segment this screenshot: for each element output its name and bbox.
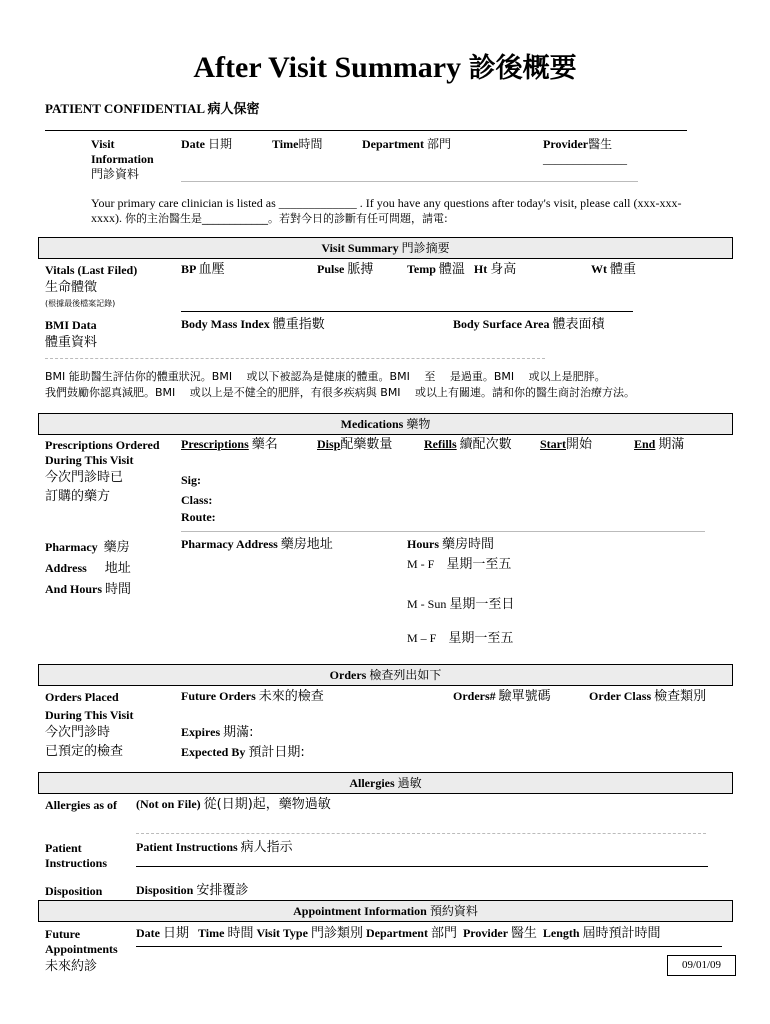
order-class-en: Order Class: [589, 689, 652, 703]
visit-department-cjk: 部門: [426, 137, 451, 151]
vitals-note: (根據最後檔案記錄): [45, 299, 116, 308]
title-cjk: 診後概要: [468, 53, 577, 84]
section-appointment: [38, 900, 733, 922]
pharmacy-address-en: Pharmacy Address: [181, 537, 278, 551]
temp-cjk: 體溫: [438, 262, 465, 277]
pharmacy-cjk: 藥房: [103, 540, 130, 555]
hours-en: Hours: [407, 537, 440, 551]
divider: [181, 311, 633, 312]
visit-provider: [543, 137, 627, 167]
ordered-2: During This Visit: [45, 453, 134, 467]
hours-row: [407, 631, 513, 646]
future-appointments-label: [45, 927, 118, 976]
col-refills: [424, 437, 512, 452]
vitals-label: [45, 263, 137, 311]
clinician-line-2: [91, 211, 721, 226]
placed-2: During This Visit: [45, 708, 134, 722]
address-en: Address: [45, 561, 87, 575]
divider: [136, 946, 722, 947]
col-prescriptions: [181, 437, 278, 452]
visit-department-en: Department: [362, 137, 424, 151]
vital-pulse: [317, 262, 373, 277]
appt-date-cjk: 日期: [163, 926, 190, 941]
col-disp: [317, 437, 392, 452]
start-cjk: 開始: [566, 437, 593, 452]
future-orders-cjk: 未來的檢查: [258, 689, 324, 704]
divider: [181, 531, 705, 532]
allergies-header: Allergies: [349, 776, 395, 790]
section-medications: [38, 413, 733, 435]
visit-info-label: [91, 137, 154, 182]
expected-en: Expected By: [181, 745, 246, 759]
pulse-en: Pulse: [317, 262, 345, 276]
placed-cjk-1: 今次門診時: [45, 725, 111, 740]
disp-cjk: 配藥數量: [340, 437, 393, 452]
not-on-file-en: (Not on File): [136, 797, 201, 811]
prescriptions-en: Prescriptions: [181, 437, 249, 451]
and-hours-en: And Hours: [45, 582, 103, 596]
and-hours-cjk: 時間: [105, 582, 132, 597]
hours-row: [407, 557, 511, 572]
divider: [45, 130, 687, 131]
bmi-data-cjk: 體重資料: [45, 335, 98, 350]
appt-visit-type-en: Visit Type: [256, 926, 308, 940]
wt-cjk: 體重: [610, 262, 637, 277]
order-class: [589, 689, 706, 704]
disp-en: Disp: [317, 437, 341, 451]
visit-label-1: Visit: [91, 137, 115, 151]
patient-instructions-label: [45, 841, 107, 871]
expires-en: Expires: [181, 725, 221, 739]
section-orders: [38, 664, 733, 686]
placed-1: Orders Placed: [45, 690, 119, 704]
class-label: Class:: [181, 493, 213, 507]
expires: [181, 725, 254, 740]
bsa-cjk: 體表面積: [552, 317, 605, 332]
end-cjk: 期滿: [658, 437, 685, 452]
patient-instructions: [136, 840, 293, 855]
visit-date: [181, 137, 232, 152]
disposition-en: Disposition: [136, 883, 194, 897]
ht-cjk: 身高: [490, 262, 517, 277]
divider: [136, 833, 706, 834]
address-cjk: 地址: [104, 561, 131, 576]
col-end: [634, 437, 684, 452]
pharmacy-row: [45, 537, 131, 558]
instructions-en: Patient Instructions: [136, 840, 238, 854]
prescriptions-ordered-label: [45, 438, 160, 506]
bmi-index: [181, 317, 325, 332]
confidential-cjk: 病人保密: [207, 102, 260, 117]
start-en: Start: [540, 437, 566, 451]
footer-date-box: [667, 955, 736, 976]
pulse-cjk: 脈搏: [347, 262, 374, 277]
bp-cjk: 血壓: [198, 262, 225, 277]
disposition: [136, 883, 248, 898]
bmi-text-1: BMI 能助醫生評估你的體重狀況。BMI 或以下被認為是健康的體重。BMI 至 是過重。BMI 或以上是肥胖。: [45, 370, 606, 383]
hours-day-cjk: 星期一至五: [448, 631, 514, 646]
pharmacy-en: Pharmacy: [45, 540, 98, 554]
bp-en: BP: [181, 262, 196, 276]
clinician-cjk: 你的主治醫生是____________。若對今日的診斷有任可問題，請電:: [125, 212, 448, 225]
appt-department-en: Department: [365, 926, 428, 940]
temp-en: Temp: [407, 262, 436, 276]
route-label: Route:: [181, 510, 216, 524]
pharmacy-hours: [407, 537, 494, 552]
vital-wt: [591, 262, 636, 277]
orders-header-cjk: 檢查列出如下: [369, 668, 442, 682]
visit-label-2: Information: [91, 152, 154, 166]
hours-day-cjk: 星期一至五: [446, 557, 512, 572]
and-hours-row: [45, 579, 131, 600]
footer-date: 09/01/09: [681, 959, 722, 971]
bmi-data-en: BMI Data: [45, 318, 97, 332]
order-class-cjk: 檢查類別: [654, 689, 707, 704]
appointment-columns: [136, 926, 661, 941]
expected-by: [181, 745, 305, 760]
clinician-en-2: xxxx).: [91, 211, 122, 225]
orders-placed-label: [45, 690, 133, 761]
appt-time-cjk: 時間: [227, 926, 254, 941]
allergies-header-cjk: 過敏: [397, 776, 422, 790]
disposition-cjk: 安排覆診: [196, 883, 249, 898]
future-2: Appointments: [45, 942, 118, 956]
visit-date-en: Date: [181, 137, 205, 151]
ht-en: Ht: [473, 262, 488, 276]
pharmacy-label: [45, 537, 131, 600]
visit-summary-header: Visit Summary: [321, 241, 399, 255]
order-number-en: Orders#: [453, 689, 496, 703]
bmi-text-2: 我們鼓勵你認真減肥。BMI 或以上是不健全的肥胖，有很多疾病與 BMI 或以上有關連。請和你的醫生商討治療方法。: [45, 386, 636, 399]
expected-cjk: 預計日期:: [248, 745, 305, 760]
visit-department: [362, 137, 451, 152]
visit-time: [272, 137, 322, 152]
confidential-en: PATIENT CONFIDENTIAL: [45, 101, 205, 116]
clinician-text: [91, 196, 721, 226]
hours-cjk: 藥房時間: [442, 537, 495, 552]
future-orders: [181, 689, 324, 704]
medications-header-cjk: 藥物: [406, 417, 431, 431]
appointment-header-cjk: 預約資料: [429, 904, 478, 918]
instructions-cjk: 病人指示: [240, 840, 293, 855]
pharmacy-address-cjk: 藥房地址: [280, 537, 333, 552]
bmi-index-en: Body Mass Index: [181, 317, 270, 331]
not-on-file: [136, 797, 331, 812]
appt-visit-type-cjk: 門診類別: [310, 926, 363, 941]
page-title: [0, 50, 770, 87]
order-number: [453, 689, 551, 704]
visit-label-cjk: 門診資料: [91, 167, 140, 181]
section-visit-summary: [38, 237, 733, 259]
hours-row: [407, 597, 514, 612]
future-1: Future: [45, 927, 81, 941]
refills-en: Refills: [424, 437, 457, 451]
sig-label: Sig:: [181, 473, 202, 487]
ordered-cjk-1: 今次門診時已: [45, 470, 124, 485]
appt-date-en: Date: [136, 926, 160, 940]
visit-time-cjk: 時間: [298, 137, 323, 151]
appointment-header: Appointment Information: [293, 904, 427, 918]
title-en: After Visit Summary: [193, 51, 462, 84]
allergies-as-of: Allergies as of: [45, 798, 117, 812]
hours-day: M - Sun: [407, 597, 447, 611]
appt-length-cjk: 屆時預計時間: [582, 926, 661, 941]
disposition-label: Disposition: [45, 884, 103, 898]
visit-time-en: Time: [272, 137, 299, 151]
prescriptions-cjk: 藥名: [251, 437, 278, 452]
hours-day-cjk: 星期一至日: [449, 597, 515, 612]
order-number-cjk: 驗單號碼: [498, 689, 551, 704]
section-allergies: [38, 772, 733, 794]
patient-2: Instructions: [45, 856, 108, 870]
future-cjk: 未來約診: [45, 959, 98, 974]
address-row: [45, 558, 131, 579]
clinician-en-1: Your primary care clinician is listed as _____________ . If you have any questions after today's visit, please call (xxx-xxx-: [91, 196, 682, 210]
appt-length-en: Length: [542, 926, 580, 940]
appt-department-cjk: 部門: [430, 926, 457, 941]
ordered-cjk-2: 訂購的藥方: [45, 489, 111, 504]
future-orders-en: Future Orders: [181, 689, 256, 703]
divider: [45, 358, 545, 359]
col-start: [540, 437, 592, 452]
visit-provider-blank: ______________: [543, 152, 627, 166]
orders-header: Orders: [329, 668, 367, 682]
bmi-index-cjk: 體重指數: [272, 317, 325, 332]
visit-summary-header-cjk: 門診摘要: [401, 241, 450, 255]
not-on-file-cjk: 從(日期)起，藥物過敏: [203, 797, 331, 812]
bsa-en: Body Surface Area: [453, 317, 550, 331]
vitals-en: Vitals (Last Filed): [45, 263, 138, 277]
end-en: End: [634, 437, 656, 451]
confidential-label: [45, 101, 260, 118]
medications-header: Medications: [340, 417, 404, 431]
appt-time-en: Time: [198, 926, 225, 940]
body-surface-area: [453, 317, 604, 332]
visit-provider-en: Provider: [543, 137, 589, 151]
expires-cjk: 期滿:: [223, 725, 254, 740]
hours-day: M – F: [407, 631, 437, 645]
visit-provider-cjk: 醫生: [588, 137, 613, 151]
wt-en: Wt: [591, 262, 607, 276]
visit-date-cjk: 日期: [208, 137, 233, 151]
divider: [136, 866, 708, 867]
hours-day: M - F: [407, 557, 435, 571]
appt-provider-en: Provider: [462, 926, 508, 940]
vitals-cjk: 生命體徵: [45, 280, 98, 295]
bmi-data-label: [45, 318, 97, 352]
refills-cjk: 續配次數: [459, 437, 512, 452]
pharmacy-address: [181, 537, 333, 552]
patient-1: Patient: [45, 841, 82, 855]
bmi-explanation: [45, 369, 735, 401]
vital-temp: [407, 262, 516, 277]
vital-bp: [181, 262, 225, 277]
ordered-1: Prescriptions Ordered: [45, 438, 160, 452]
placed-cjk-2: 已預定的檢查: [45, 744, 124, 759]
divider: [181, 181, 638, 182]
appt-provider-cjk: 醫生: [510, 926, 537, 941]
